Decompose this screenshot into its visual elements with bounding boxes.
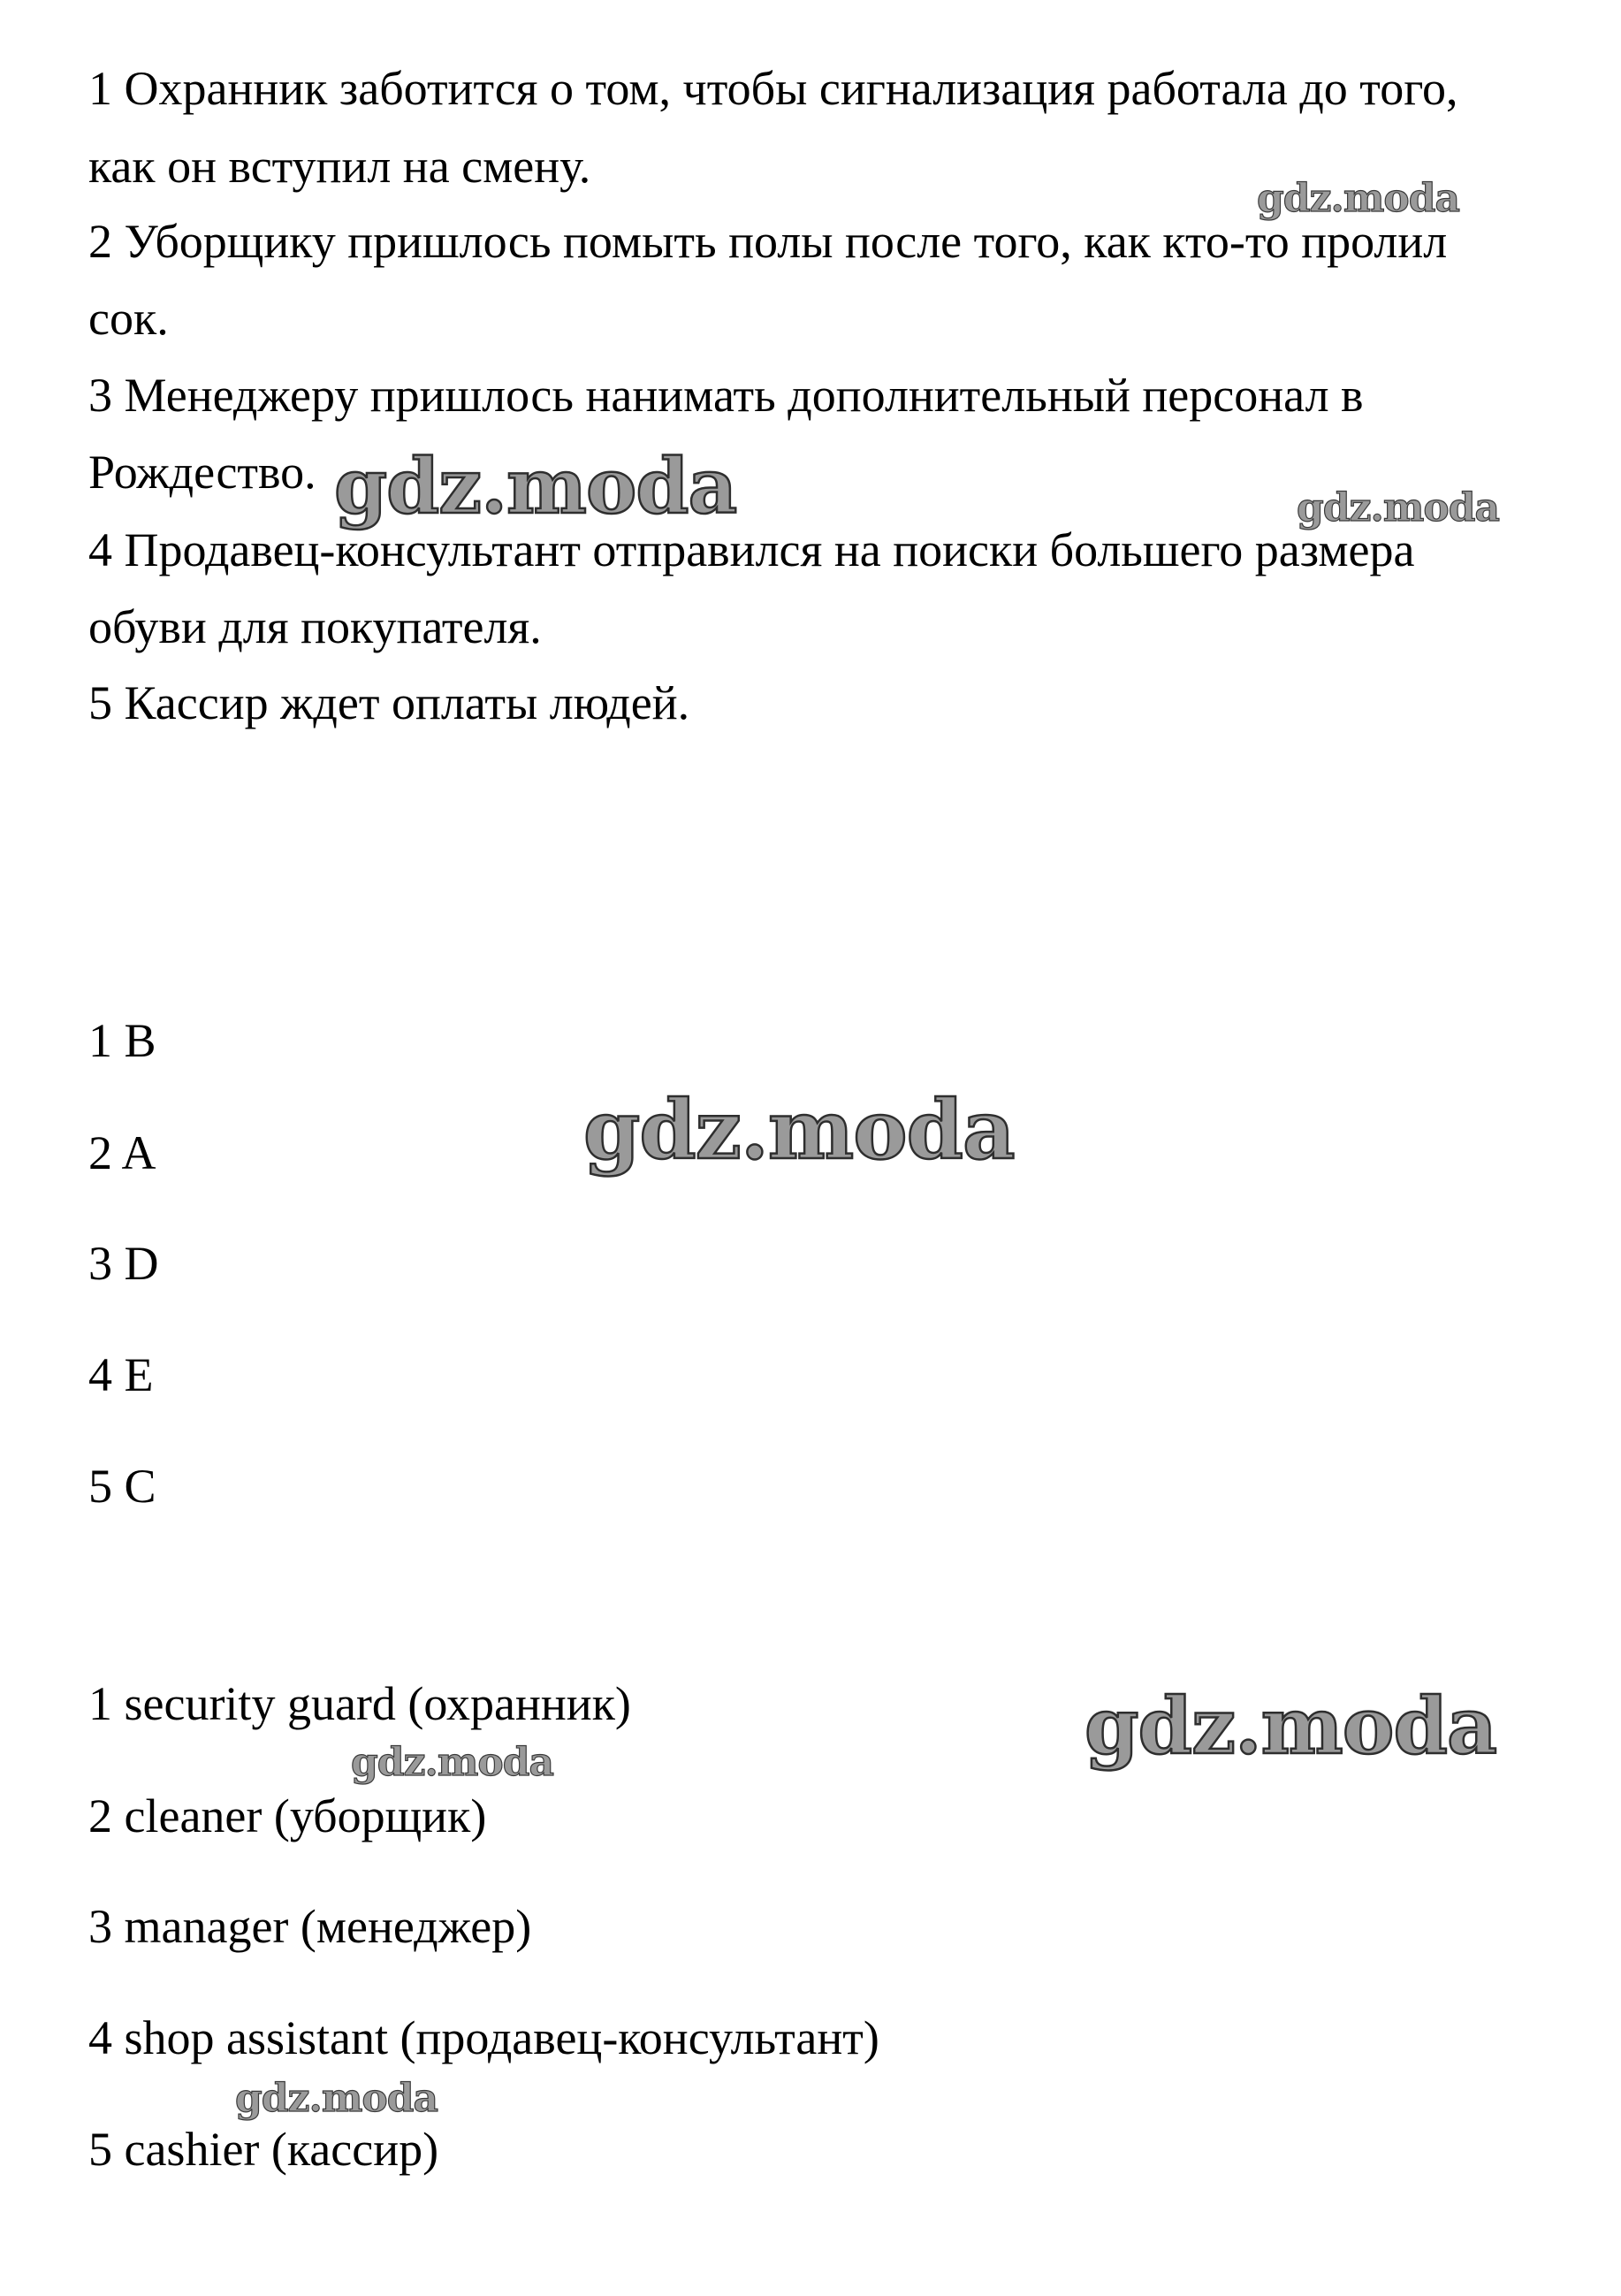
answer-item: 4 E [88,1348,154,1401]
sentence-4-line-2: обуви для покупателя. [88,600,542,653]
watermark: gdz.moda [351,1740,554,1785]
answer-item: 3 D [88,1237,159,1290]
vocabulary-item: 2 cleaner (уборщик) [88,1789,487,1842]
answer-item: 2 A [88,1126,156,1179]
sentence-3-line-1: 3 Менеджеру пришлось нанимать дополнительный персонал в [88,369,1364,422]
answer-item: 1 B [88,1014,156,1067]
sentence-2-line-2: сок. [88,292,169,345]
watermark: gdz.moda [1084,1680,1497,1772]
watermark: gdz.moda [235,2076,438,2121]
watermark: gdz.moda [1257,176,1460,221]
sentence-1-line-1: 1 Охранник заботится о том, чтобы сигнализация работала до того, [88,62,1458,115]
answer-item: 5 C [88,1460,156,1513]
vocabulary-item: 4 shop assistant (продавец-консультант) [88,2011,879,2064]
vocabulary-item: 5 cashier (кассир) [88,2123,439,2176]
sentence-1-line-2: как он вступил на смену. [88,140,591,193]
watermark: gdz.moda [334,442,737,531]
sentence-2-line-1: 2 Уборщику пришлось помыть полы после того, как кто-то пролил [88,215,1448,268]
watermark: gdz.moda [1297,485,1500,530]
vocabulary-item: 3 manager (менеджер) [88,1900,532,1953]
sentence-3-line-2: Рождество. [88,446,316,499]
vocabulary-item: 1 security guard (охранник) [88,1677,631,1730]
sentence-5-line-1: 5 Кассир ждет оплаты людей. [88,676,690,729]
sentence-4-line-1: 4 Продавец-консультант отправился на поиски большего размера [88,523,1415,576]
watermark: gdz.moda [583,1082,1015,1178]
